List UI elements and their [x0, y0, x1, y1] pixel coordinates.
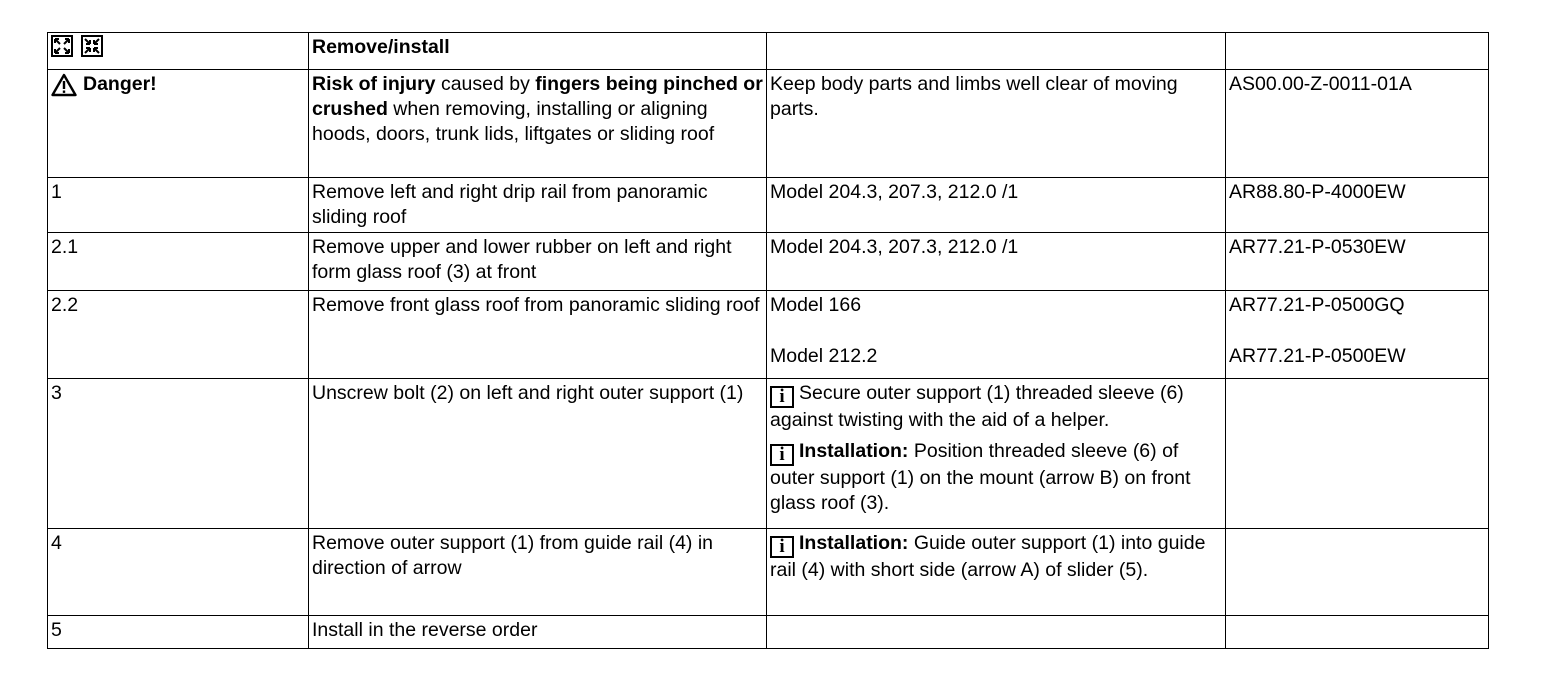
step-row — [48, 379, 1489, 529]
step-number: 4 — [48, 529, 309, 616]
step-number: 3 — [48, 379, 309, 529]
step-model: Model 204.3, 207.3, 212.0 /1 — [767, 233, 1226, 291]
step-model-empty — [767, 616, 1226, 649]
step-ref-cell — [1226, 291, 1489, 379]
info-icon: i — [770, 536, 794, 558]
note-bold: Installation: — [799, 532, 909, 554]
info-note — [770, 531, 1222, 583]
info-icon: i — [770, 386, 794, 408]
step-description: Remove left and right drip rail from panoramic sliding roof — [309, 178, 767, 233]
step-ref: AR88.80-P-4000EW — [1226, 178, 1489, 233]
info-note — [770, 381, 1222, 433]
danger-ref: AS00.00-Z-0011-01A — [1226, 70, 1489, 178]
risk-text-2: when removing, installing or aligning hoods, doors, trunk lids, liftgates or sliding roof — [312, 98, 715, 145]
step-row — [48, 529, 1489, 616]
danger-row — [48, 70, 1489, 178]
step-number: 1 — [48, 178, 309, 233]
note-text: Position threaded sleeve (6) of outer support (1) on the mount (arrow B) on front glass roof (3). — [770, 440, 1191, 514]
step-row — [48, 233, 1489, 291]
note-bold: Installation: — [799, 440, 909, 462]
step-model-b: Model 212.2 — [770, 345, 878, 367]
danger-measure: Keep body parts and limbs well clear of moving parts. — [767, 70, 1226, 178]
header-title: Remove/install — [309, 33, 767, 70]
step-row — [48, 616, 1489, 649]
step-number: 2.1 — [48, 233, 309, 291]
step-number: 2.2 — [48, 291, 309, 379]
note-text: Secure outer support (1) threaded sleeve (6) against twisting with the aid of a helper. — [770, 382, 1184, 431]
risk-bold-1: Risk of injury — [312, 73, 436, 95]
note-text: Guide outer support (1) into guide rail (4) with short side (arrow A) of slider (5). — [770, 532, 1206, 581]
step-notes-cell — [767, 529, 1226, 616]
step-description: Install in the reverse order — [309, 616, 767, 649]
procedure-table — [47, 32, 1489, 649]
step-number: 5 — [48, 616, 309, 649]
header-icons-cell — [48, 33, 309, 70]
step-ref-b: AR77.21-P-0500EW — [1229, 345, 1406, 367]
step-model-cell — [767, 291, 1226, 379]
info-note — [770, 439, 1222, 516]
step-description: Remove upper and lower rubber on left and right form glass roof (3) at front — [309, 233, 767, 291]
collapse-arrows-icon — [81, 35, 103, 57]
header-empty-cell — [1226, 33, 1489, 70]
step-ref-empty — [1226, 379, 1489, 529]
step-ref: AR77.21-P-0530EW — [1226, 233, 1489, 291]
step-model-a: Model 166 — [770, 294, 862, 316]
step-row — [48, 178, 1489, 233]
step-description: Remove front glass roof from panoramic sliding roof — [309, 291, 767, 379]
header-row — [48, 33, 1489, 70]
step-ref-a: AR77.21-P-0500GQ — [1229, 294, 1405, 316]
expand-arrows-icon — [51, 35, 73, 57]
step-description: Remove outer support (1) from guide rail (4) in direction of arrow — [309, 529, 767, 616]
step-ref-empty — [1226, 529, 1489, 616]
step-row — [48, 291, 1489, 379]
header-empty-cell — [767, 33, 1226, 70]
step-model: Model 204.3, 207.3, 212.0 /1 — [767, 178, 1226, 233]
danger-risk-cell — [309, 70, 767, 178]
risk-bold-2: fingers being pinched or crushed — [312, 73, 763, 120]
danger-label: Danger! — [83, 73, 157, 95]
danger-label-cell — [48, 70, 309, 178]
step-ref-empty — [1226, 616, 1489, 649]
step-description: Unscrew bolt (2) on left and right outer support (1) — [309, 379, 767, 529]
step-notes-cell — [767, 379, 1226, 529]
risk-text-1: caused by — [435, 73, 536, 95]
info-icon: i — [770, 444, 794, 466]
warning-triangle-icon — [51, 73, 77, 97]
